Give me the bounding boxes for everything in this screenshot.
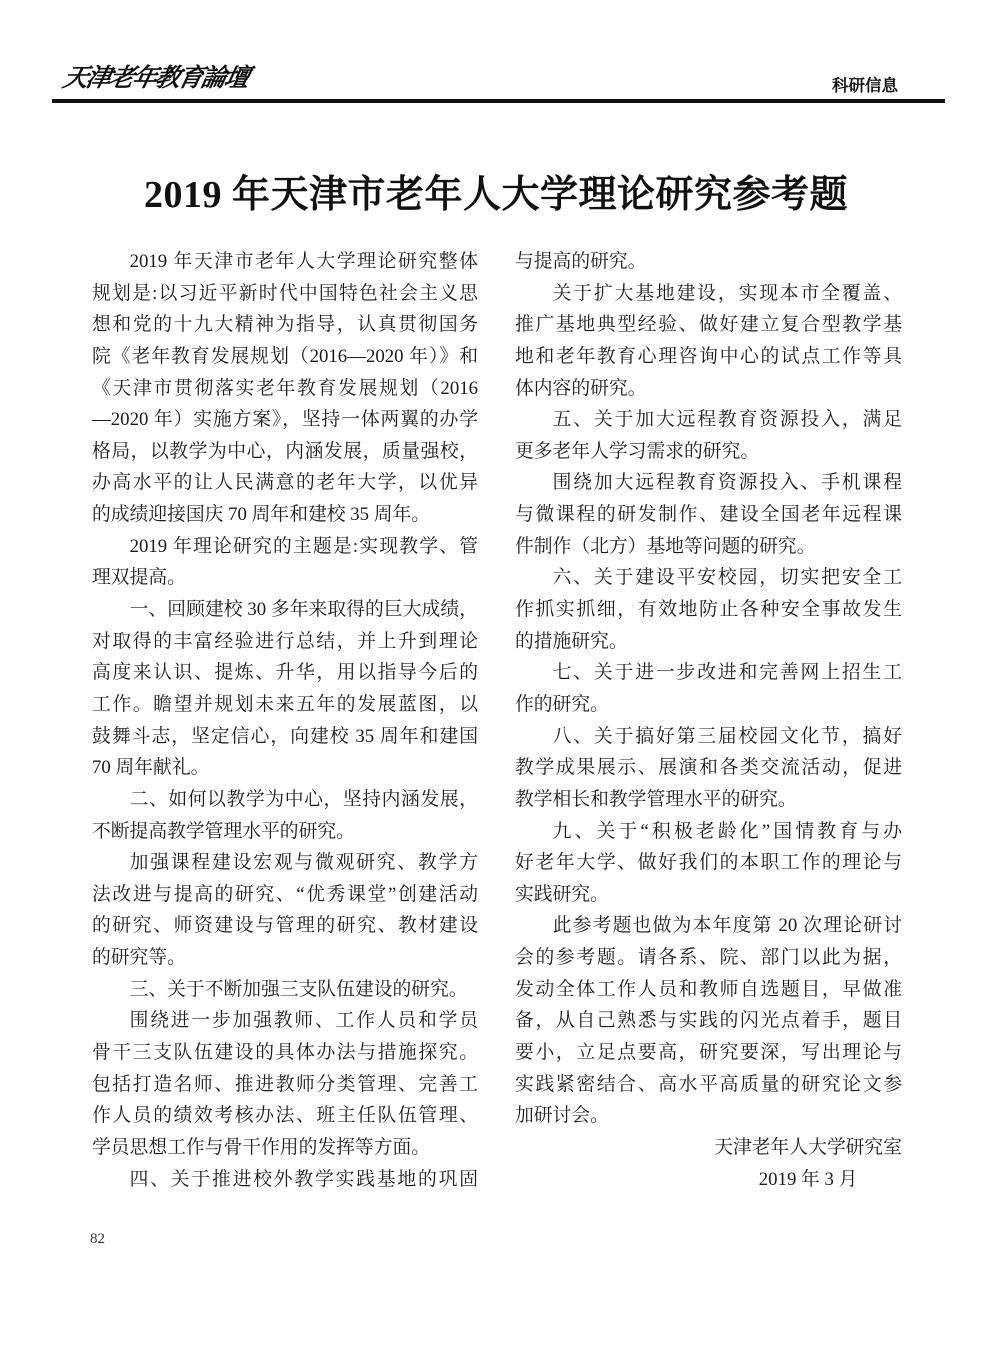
text-line: 九、关于“积极老龄化”国情教育与办 bbox=[552, 820, 902, 842]
page-number: 82 bbox=[90, 1231, 105, 1247]
text-line: 六、关于建设平安校园，切实把安全工 bbox=[552, 567, 902, 589]
text-line: 2019 年天津市老年人大学理论研究整体 bbox=[129, 251, 478, 272]
header-rule bbox=[52, 99, 945, 103]
text-line: 院《老年教育发展规划（2016—2020 年）》和 bbox=[92, 345, 478, 367]
left-column bbox=[92, 246, 478, 1195]
text-line: 70 周年献礼。 bbox=[92, 757, 210, 779]
paragraph bbox=[515, 657, 902, 720]
text-line: 作人员的绩效考核办法、班主任队伍管理、 bbox=[92, 1105, 478, 1127]
text-line: 一、回顾建校 30 多年来取得的巨大成绩， bbox=[129, 599, 478, 621]
text-line: 会的参考题。请各系、院、部门以此为据， bbox=[515, 947, 902, 969]
text-line: 三、关于不断加强三支队伍建设的研究。 bbox=[129, 978, 468, 1000]
text-line: 的措施研究。 bbox=[515, 630, 628, 652]
journal-logo: 天津老年教育論壇 bbox=[60, 63, 251, 92]
text-line: 件制作（北方）基地等问题的研究。 bbox=[515, 535, 816, 557]
text-line: 加研讨会。 bbox=[515, 1105, 609, 1127]
text-line: 七、关于进一步改进和完善网上招生工 bbox=[552, 662, 902, 684]
paragraph bbox=[515, 562, 902, 657]
text-line: 的成绩迎接国庆 70 周年和建校 35 周年。 bbox=[92, 504, 431, 526]
text-line: 要小，立足点要高，研究要深，写出理论与 bbox=[515, 1042, 902, 1064]
text-line: 五、关于加大远程教育资源投入，满足 bbox=[552, 409, 902, 431]
text-line: 包括打造名师、推进教师分类管理、完善工 bbox=[92, 1073, 478, 1095]
text-line: 骨干三支队伍建设的具体办法与措施探究。 bbox=[92, 1042, 478, 1064]
text-line: 更多老年人学习需求的研究。 bbox=[515, 440, 760, 462]
text-line: 备，从自己熟悉与实践的闪光点着手，题目 bbox=[515, 1010, 902, 1032]
text-line: 四、关于推进校外教学实践基地的巩固 bbox=[129, 1168, 478, 1190]
paragraph bbox=[92, 531, 478, 594]
text-line: 办高水平的让人民满意的老年大学，以优异 bbox=[92, 472, 478, 494]
paragraph bbox=[515, 467, 902, 562]
text-line: 此参考题也做为本年度第 20 次理论研讨 bbox=[552, 915, 902, 937]
text-line: 鼓舞斗志，坚定信心，向建校 35 周年和建国 bbox=[92, 725, 478, 747]
right-column-body bbox=[515, 246, 902, 1132]
text-line: 好老年大学、做好我们的本职工作的理论与 bbox=[515, 852, 902, 874]
paragraph bbox=[92, 974, 478, 1006]
paragraph bbox=[92, 246, 478, 531]
paragraph bbox=[515, 816, 902, 911]
text-line: 的研究等。 bbox=[92, 947, 186, 969]
text-line: 想和党的十九大精神为指导，认真贯彻国务 bbox=[92, 314, 478, 336]
paragraph bbox=[92, 594, 478, 784]
text-line: 实践紧密结合、高水平高质量的研究论文参 bbox=[515, 1073, 902, 1095]
right-column bbox=[515, 246, 902, 1195]
text-line: 教学成果展示、展演和各类交流活动，促进 bbox=[515, 757, 902, 779]
text-line: 学员思想工作与骨干作用的发挥等方面。 bbox=[92, 1136, 431, 1158]
text-line: 实践研究。 bbox=[515, 883, 609, 905]
text-line: 《天津市贯彻落实老年教育发展规划（2016 bbox=[92, 377, 478, 399]
text-line: 工作。瞻望并规划未来五年的发展蓝图，以 bbox=[92, 693, 478, 715]
paragraph bbox=[92, 847, 478, 974]
text-line: 体内容的研究。 bbox=[515, 377, 647, 399]
text-line: 与微课程的研发制作、建设全国老年远程课 bbox=[515, 504, 902, 526]
paragraph bbox=[515, 246, 902, 278]
signature-date: 2019 年 3 月 bbox=[758, 1168, 858, 1190]
signature-block bbox=[515, 1132, 902, 1195]
text-line: 围绕进一步加强教师、工作人员和学员 bbox=[129, 1010, 478, 1032]
text-line: 法改进与提高的研究、“优秀课堂”创建活动 bbox=[92, 883, 478, 905]
text-line: 二、如何以教学为中心，坚持内涵发展， bbox=[129, 788, 478, 810]
paragraph bbox=[92, 784, 478, 847]
text-line: 加强课程建设宏观与微观研究、教学方 bbox=[129, 852, 478, 874]
text-line: 教学相长和教学管理水平的研究。 bbox=[515, 788, 797, 810]
section-label: 科研信息 bbox=[832, 77, 898, 95]
text-line: 规划是:以习近平新时代中国特色社会主义思 bbox=[92, 282, 478, 304]
text-line: 理双提高。 bbox=[92, 567, 186, 589]
text-line: 发动全体工作人员和教师自选题目，早做准 bbox=[515, 978, 902, 1000]
text-line: 高度来认识、提炼、升华，用以指导今后的 bbox=[92, 662, 478, 684]
text-line: 格局，以教学为中心，内涵发展，质量强校， bbox=[92, 440, 478, 462]
text-line: 作抓实抓细，有效地防止各种安全事故发生 bbox=[515, 599, 902, 621]
paragraph bbox=[515, 910, 902, 1131]
paragraph bbox=[515, 404, 902, 467]
paragraph bbox=[92, 1164, 478, 1196]
text-line: 关于扩大基地建设，实现本市全覆盖、 bbox=[552, 282, 902, 304]
text-line: 围绕加大远程教育资源投入、手机课程 bbox=[552, 472, 902, 494]
left-column-body bbox=[92, 246, 478, 1195]
text-line: 作的研究。 bbox=[515, 693, 609, 715]
text-line: 与提高的研究。 bbox=[515, 251, 647, 272]
paragraph bbox=[92, 1005, 478, 1163]
signature-wrapper bbox=[714, 1132, 902, 1195]
text-line: —2020 年）实施方案》，坚持一体两翼的办学 bbox=[92, 409, 478, 431]
signature-organization: 天津老年人大学研究室 bbox=[714, 1136, 902, 1158]
text-line: 对取得的丰富经验进行总结，并上升到理论 bbox=[92, 630, 478, 652]
text-line: 地和老年教育心理咨询中心的试点工作等具 bbox=[515, 345, 902, 367]
text-line: 推广基地典型经验、做好建立复合型教学基 bbox=[515, 314, 902, 336]
text-line: 的研究、师资建设与管理的研究、教材建设 bbox=[92, 915, 478, 937]
paragraph bbox=[515, 721, 902, 816]
text-line: 2019 年理论研究的主题是:实现教学、管 bbox=[129, 535, 478, 557]
text-line: 八、关于搞好第三届校园文化节，搞好 bbox=[552, 725, 902, 747]
article-title: 2019 年天津市老年人大学理论研究参考题 bbox=[143, 174, 848, 216]
text-line: 不断提高教学管理水平的研究。 bbox=[92, 820, 355, 842]
paragraph bbox=[515, 278, 902, 405]
